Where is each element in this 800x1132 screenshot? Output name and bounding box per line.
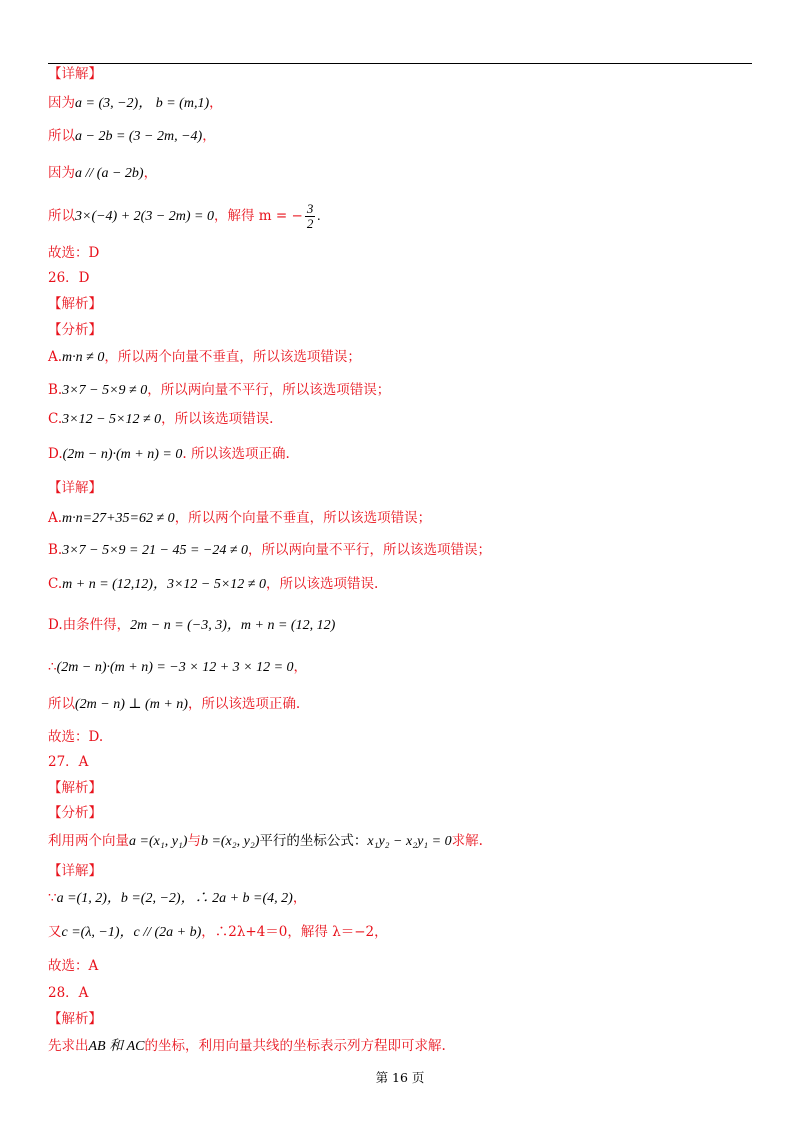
answer-line: 故选：A — [48, 958, 99, 974]
text-line: 所以(2m − n) ⊥ (m + n)，所以该选项正确. — [48, 696, 301, 712]
heading-analysis: 【解析】 — [48, 780, 102, 796]
question-number: 28．A — [48, 985, 89, 1001]
heading-analysis: 【分析】 — [48, 322, 102, 338]
text-line: 利用两个向量a =(x₁, y₁)与b =(x₂, y₂)平行的坐标公式：x₁y₂ − x₂y₁ = 0求解. — [48, 833, 483, 849]
heading-detail: 【详解】 — [48, 480, 102, 496]
answer-line: 故选：D — [48, 245, 100, 261]
option-line: B.3×7 − 5×9 = 21 − 45 = −24 ≠ 0，所以两向量不平行，所以该选项错误； — [48, 542, 492, 558]
page-number: 第 16 页 — [375, 1070, 425, 1085]
text-line: 所以3×(−4) + 2(3 − 2m) = 0，解得 m = − $\frac{3}{2}$ . — [48, 201, 321, 231]
text-line: 先求出AB 和 AC的坐标，利用向量共线的坐标表示列方程即可求解. — [48, 1038, 446, 1054]
header-rule — [48, 63, 752, 64]
option-line: D.(2m − n)·(m + n) = 0. 所以该选项正确. — [48, 446, 290, 462]
option-line: B.3×7 − 5×9 ≠ 0，所以两向量不平行，所以该选项错误； — [48, 382, 391, 398]
text-line: 所以a − 2b = (3 − 2m, −4)， — [48, 128, 216, 144]
answer-line: 故选：D. — [48, 729, 104, 745]
fraction: $\frac{3}{2}$ — [306, 201, 314, 231]
option-line: A.m·n=27+35=62 ≠ 0，所以两个向量不垂直，所以该选项错误； — [48, 510, 432, 526]
heading-analysis: 【分析】 — [48, 805, 102, 821]
text-line: ∵a =(1, 2)，b =(2, −2)，∴ 2a + b =(4, 2)， — [48, 890, 307, 906]
option-line: A.m·n ≠ 0，所以两个向量不垂直，所以该选项错误； — [48, 349, 361, 365]
text-line: 因为a // (a − 2b)， — [48, 165, 158, 181]
heading-detail: 【详解】 — [48, 863, 102, 879]
text-line: 又c =(λ, −1)，c // (2a + b)，∴2λ+4＝0，解得 λ＝−2， — [48, 924, 388, 940]
question-number: 26．D — [48, 270, 90, 286]
text-line: ∴(2m − n)·(m + n) = −3 × 12 + 3 × 12 = 0， — [48, 659, 308, 675]
heading-analysis: 【解析】 — [48, 1011, 102, 1027]
heading-analysis: 【解析】 — [48, 296, 102, 312]
question-number: 27．A — [48, 754, 89, 770]
text-line: 因为a = (3, −2)， b = (m,1)， — [48, 95, 223, 111]
option-line: C.m + n = (12,12)，3×12 − 5×12 ≠ 0，所以该选项错误. — [48, 576, 379, 592]
option-line: C.3×12 − 5×12 ≠ 0，所以该选项错误. — [48, 411, 274, 427]
heading-detail: 【详解】 — [48, 66, 102, 82]
option-line: D.由条件得，2m − n = (−3, 3)，m + n = (12, 12) — [48, 617, 336, 633]
